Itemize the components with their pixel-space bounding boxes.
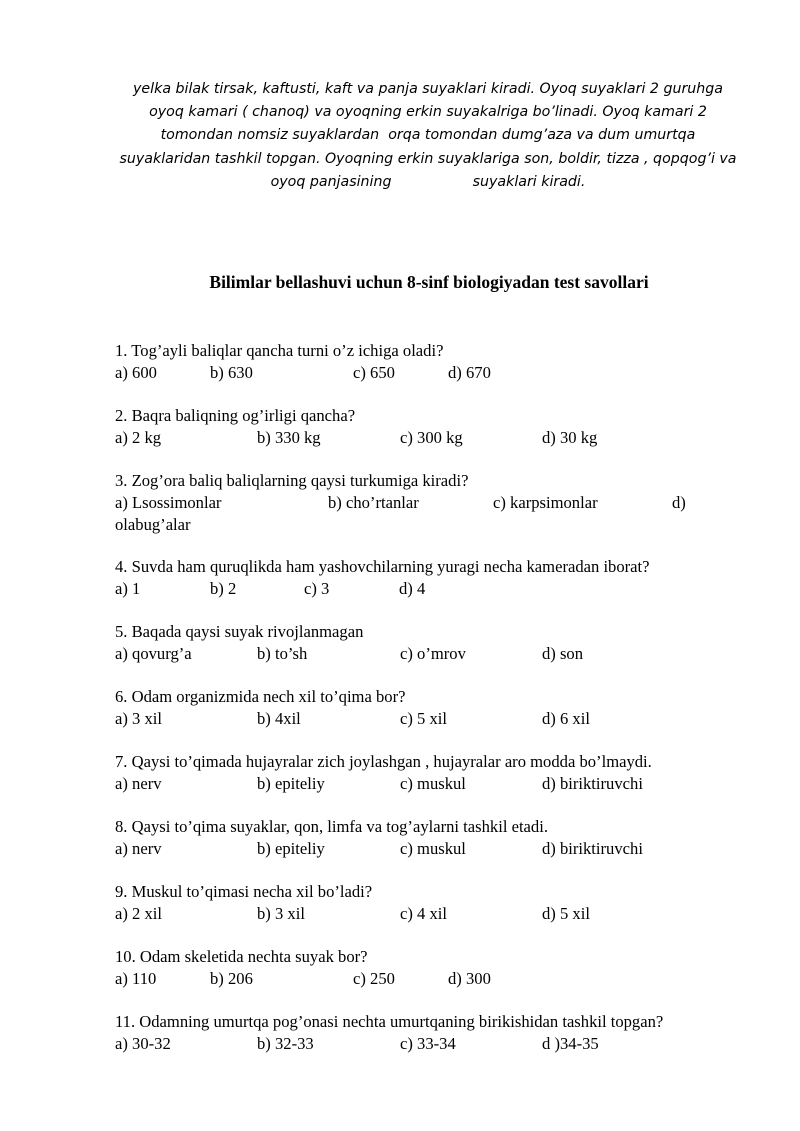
option-b: b) cho’rtanlar xyxy=(328,493,419,512)
answer-options-continued xyxy=(115,514,755,536)
option-a: a) 3 xil xyxy=(115,709,163,728)
question-text: 9. Muskul to’qimasi necha xil bo’ladi? xyxy=(115,882,373,901)
intro-line: suyaklaridan tashkil topgan. Oyoqning erkin suyaklariga son, boldir, tizza , qopqog’i va xyxy=(119,150,737,167)
option-b: b) to’sh xyxy=(257,644,308,663)
option-d: d) 30 kg xyxy=(542,428,598,447)
option-b: b) 3 xil xyxy=(257,904,305,923)
option-d: d) 4 xyxy=(399,579,426,598)
option-a: a) nerv xyxy=(115,839,162,858)
question-text: 11. Odamning umurtqa pog’onasi nechta umurtqaning birikishidan tashkil topgan? xyxy=(115,1012,664,1031)
question-text: 8. Qaysi to’qima suyaklar, qon, limfa va tog’aylarni tashkil etadi. xyxy=(115,817,548,836)
option-c: c) 650 xyxy=(353,363,395,382)
question-text: 6. Odam organizmida nech xil to’qima bor? xyxy=(115,687,406,706)
option-a: a) 110 xyxy=(115,969,157,988)
question-text: 7. Qaysi to’qimada hujayralar zich joylashgan , hujayralar aro modda bo’lmaydi. xyxy=(115,752,652,771)
option-c: c) 5 xil xyxy=(400,709,448,728)
question-item xyxy=(115,816,755,881)
option-d-continuation: olabug’alar xyxy=(115,515,191,534)
intro-line: oyoq kamari ( chanoq) va oyoqning erkin suyakalriga bo’linadi. Oyoq kamari 2 xyxy=(149,104,707,121)
answer-options xyxy=(115,708,755,730)
question-item xyxy=(115,946,755,1011)
answer-options xyxy=(115,968,755,990)
question-text: 10. Odam skeletida nechta suyak bor? xyxy=(115,947,368,966)
option-c: c) 300 kg xyxy=(400,428,463,447)
option-d: d) biriktiruvchi xyxy=(542,839,643,858)
option-d: d) 300 xyxy=(448,969,491,988)
option-b: b) 630 xyxy=(210,363,253,382)
option-d: d) son xyxy=(542,644,584,663)
question-item xyxy=(115,1011,755,1076)
option-a: a) 2 kg xyxy=(115,428,162,447)
option-c: c) karpsimonlar xyxy=(493,493,598,512)
option-c: c) muskul xyxy=(400,839,466,858)
question-list xyxy=(115,340,755,1076)
question-item xyxy=(115,405,755,470)
option-c: c) o’mrov xyxy=(400,644,466,663)
option-c: c) 4 xil xyxy=(400,904,448,923)
option-a: a) Lsossimonlar xyxy=(115,493,222,512)
intro-line: oyoq panjasining suyaklari kiradi. xyxy=(270,173,586,190)
option-b: b) 206 xyxy=(210,969,253,988)
answer-options xyxy=(115,427,755,449)
answer-options xyxy=(115,1033,755,1055)
intro-line: tomondan nomsiz suyaklardan orqa tomondan dumg’aza va dum umurtqa xyxy=(160,127,696,144)
question-item xyxy=(115,470,755,556)
option-d: d) 6 xil xyxy=(542,709,590,728)
option-d: d) 5 xil xyxy=(542,904,590,923)
intro-line: yelka bilak tirsak, kaftusti, kaft va panja suyaklari kiradi. Oyoq suyaklari 2 guruhga xyxy=(133,81,723,97)
answer-options xyxy=(115,838,755,860)
option-b: b) 32-33 xyxy=(257,1034,314,1053)
option-d: d) biriktiruvchi xyxy=(542,774,643,793)
answer-options xyxy=(115,773,755,795)
option-a: a) 30-32 xyxy=(115,1034,171,1053)
question-text: 5. Baqada qaysi suyak rivojlanmagan xyxy=(115,622,364,641)
intro-paragraph xyxy=(100,78,756,194)
question-text: 4. Suvda ham quruqlikda ham yashovchilarning yuragi necha kameradan iborat? xyxy=(115,557,650,576)
option-c: c) 3 xyxy=(304,579,330,598)
question-item xyxy=(115,751,755,816)
option-a: a) nerv xyxy=(115,774,162,793)
question-item xyxy=(115,686,755,751)
option-b: b) epiteliy xyxy=(257,774,325,793)
answer-options xyxy=(115,578,755,600)
option-a: a) 2 xil xyxy=(115,904,163,923)
answer-options xyxy=(115,362,755,384)
answer-options xyxy=(115,903,755,925)
question-item xyxy=(115,340,755,405)
answer-options xyxy=(115,643,755,665)
question-text: 2. Baqra baliqning og’irligi qancha? xyxy=(115,406,356,425)
option-c: c) 33-34 xyxy=(400,1034,456,1053)
question-item xyxy=(115,881,755,946)
question-item xyxy=(115,621,755,686)
question-text: 1. Tog’ayli baliqlar qancha turni o’z ichiga oladi? xyxy=(115,341,444,360)
question-item xyxy=(115,556,755,621)
option-b: b) 2 xyxy=(210,579,237,598)
option-d: d )34-35 xyxy=(542,1034,599,1053)
option-a: a) 600 xyxy=(115,363,157,382)
option-c: c) 250 xyxy=(353,969,395,988)
document-title xyxy=(0,272,800,293)
answer-options xyxy=(115,492,755,514)
question-text: 3. Zog’ora baliq baliqlarning qaysi turkumiga kiradi? xyxy=(115,471,469,490)
option-c: c) muskul xyxy=(400,774,466,793)
option-b: b) 4xil xyxy=(257,709,301,728)
option-d: d) 670 xyxy=(448,363,491,382)
option-b: b) 330 kg xyxy=(257,428,321,447)
option-a: a) 1 xyxy=(115,579,141,598)
title-text: Bilimlar bellashuvi uchun 8-sinf biologiyadan test savollari xyxy=(209,272,649,292)
option-b: b) epiteliy xyxy=(257,839,325,858)
option-d: d) xyxy=(672,493,686,512)
option-a: a) qovurg’a xyxy=(115,644,192,663)
